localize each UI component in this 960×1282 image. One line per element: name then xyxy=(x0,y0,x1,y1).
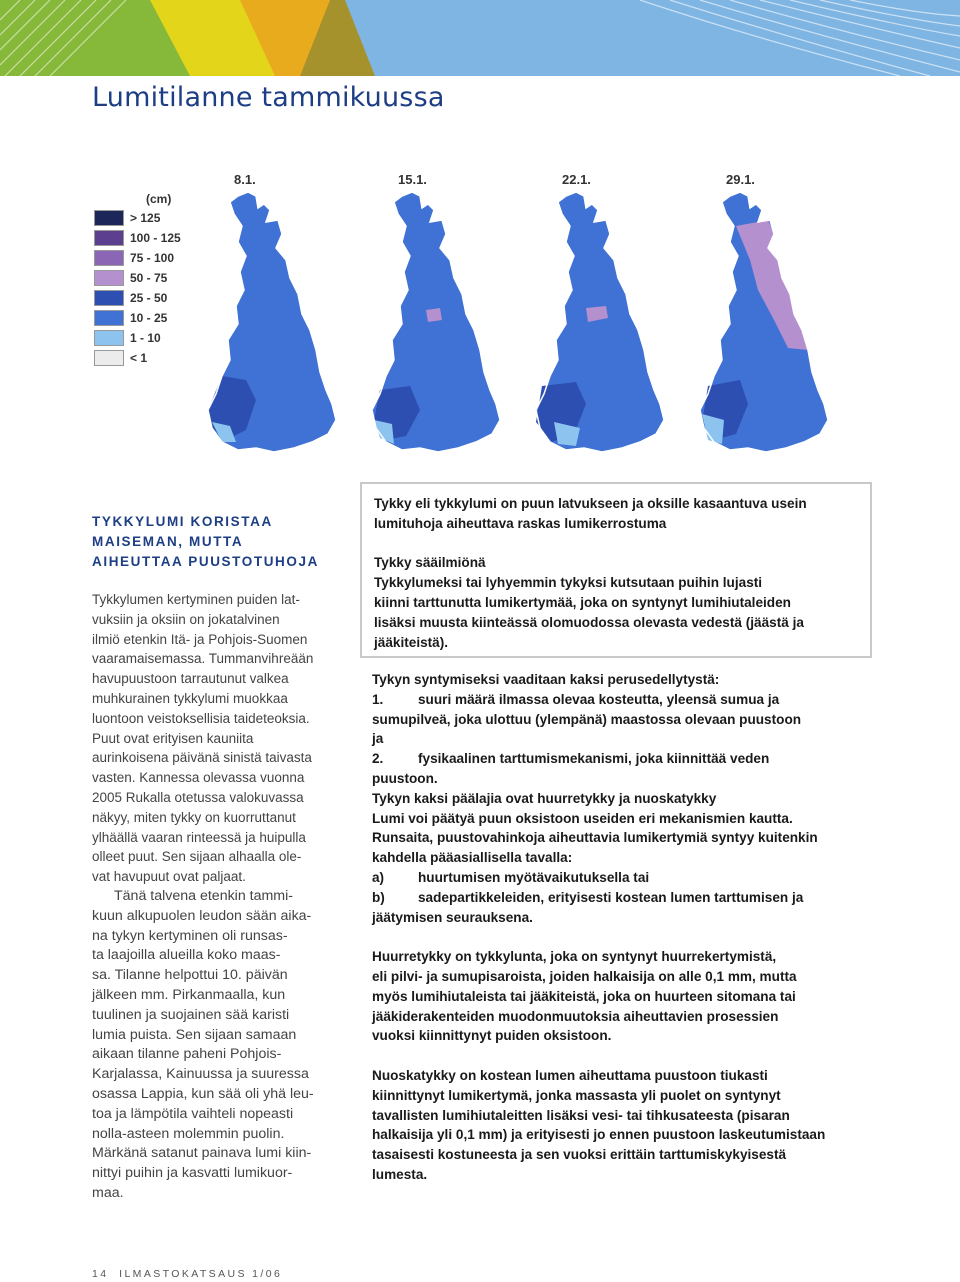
text-line: kuun alkupuolen leudon sään aika- xyxy=(92,907,312,924)
bold-text: Huurretykky xyxy=(372,949,452,965)
text-line: vaaramaisemassa. Tummanvihreään xyxy=(92,651,314,667)
text-line: aurinkoisena päivänä sinistä taivasta xyxy=(92,750,312,766)
text-line: Tykky eli tykkylumi on puun latvukseen ja oksille kasaantuva usein xyxy=(374,496,807,511)
text-line: suuri määrä ilmassa olevaa kosteutta, yleensä sumua ja xyxy=(418,691,780,707)
right-column xyxy=(372,670,868,1185)
text-line: Karjalassa, Kainuussa ja suuressa xyxy=(92,1066,309,1083)
legend-swatch xyxy=(94,250,124,266)
text-line: tasaisesti kostuneesta ja sen vuoksi erittäin tarttumiskykyisestä xyxy=(372,1147,787,1163)
text-line: ta laajoilla alueilla koko maas- xyxy=(92,947,281,964)
text-line: vasten. Kannessa olevassa vuonna xyxy=(92,770,305,786)
text-line: vuoksi kiinnittynyt puiden oksistoon. xyxy=(372,1028,612,1044)
legend-swatch xyxy=(94,330,124,346)
finland-map xyxy=(514,190,674,452)
publication-name: ILMASTOKATSAUS 1/06 xyxy=(119,1268,283,1280)
text-line: toa ja lämpötila vaihteli nopeasti xyxy=(92,1105,294,1122)
finland-map xyxy=(186,190,346,452)
text-line: Puut ovat erityisen kauniita xyxy=(92,730,254,746)
box-subheading: Tykky sääilmiönä xyxy=(374,555,486,571)
text-line: lumituhoja aiheuttava raskas lumikerrostuma xyxy=(374,515,667,531)
conditions-heading xyxy=(372,670,868,690)
side-heading-line: AIHEUTTAA PUUSTOTUHOJA xyxy=(92,554,319,569)
mechanism-item xyxy=(372,868,868,888)
text-line: osassa Lappia, kun sää oli yhä leu- xyxy=(92,1085,314,1102)
legend-label: 75 - 100 xyxy=(130,251,175,265)
definition-text xyxy=(374,494,858,534)
side-heading xyxy=(92,512,342,572)
legend-label: 10 - 25 xyxy=(130,311,168,325)
text-line: Tykkylumeksi tai lyhyemmin tykyksi kutsutaan puihin lujasti xyxy=(374,575,763,591)
text-line: kahdella pääasiallisella tavalla: xyxy=(372,850,573,866)
text-line: Tänä talvena etenkin tammi- xyxy=(114,887,294,904)
huurretykky-paragraph xyxy=(372,947,868,1046)
page-title: Lumitilanne tammikuussa xyxy=(92,82,445,113)
text-line: lumesta. xyxy=(372,1166,428,1182)
legend-unit: (cm) xyxy=(146,192,172,206)
legend-label: 25 - 50 xyxy=(130,291,168,305)
text-line: vat havupuut ovat paljaat. xyxy=(92,869,246,885)
text-line: olleet puut. Sen sijaan alhaalla ole- xyxy=(92,849,302,865)
bold-text: Tykyn syntymiseksi vaaditaan kaksi perusedellytystä: xyxy=(372,672,720,687)
nuoskatykky-paragraph xyxy=(372,1066,868,1185)
text-line: Lumi voi päätyä puun oksistoon useiden eri mekanismien kautta. xyxy=(372,810,793,826)
text-line: Märkänä satanut painava lumi kiin- xyxy=(92,1145,312,1162)
text-line: eli pilvi- ja sumupisaroista, joiden halkaisija on alle 0,1 mm, mutta xyxy=(372,968,797,984)
page-number: 14 xyxy=(92,1268,109,1280)
text-line: myös lumihiutaleista tai jääkiteistä, joka on huurteen sitomana tai xyxy=(372,988,796,1004)
legend-swatch xyxy=(94,350,124,366)
text-line: Tykkylumen kertyminen puiden lat- xyxy=(92,592,300,607)
finland-map xyxy=(678,190,838,452)
text-line: jäätymisen seurauksena. xyxy=(372,909,533,925)
text-line: Runsaita, puustovahinkoja aiheuttavia lumikertymiä syntyy kuitenkin xyxy=(372,830,818,846)
legend-swatch xyxy=(94,210,124,226)
header-banner xyxy=(0,0,960,76)
legend-swatch xyxy=(94,290,124,306)
text-line: ilmiö etenkin Itä- ja Pohjois-Suomen xyxy=(92,631,308,647)
condition-continuation xyxy=(372,769,868,789)
legend-label: > 125 xyxy=(130,211,161,225)
definition-box xyxy=(360,482,872,658)
text-line: lumia puista. Sen sijaan samaan xyxy=(92,1026,297,1043)
text-line: tavallisten lumihiutaleitten lisäksi vesi- tai tihkusateesta (pisaran xyxy=(372,1107,790,1123)
text-line: ja xyxy=(372,731,384,747)
legend-swatch xyxy=(94,310,124,326)
text-line: havupuustoon tarrautunut valkea xyxy=(92,671,289,687)
text-line: sumupilveä, joka ulottuu (ylempänä) maastossa olevaan puustoon xyxy=(372,711,802,727)
text-line: sadepartikkeleiden, erityisesti kostean lumen tarttumisen ja xyxy=(418,889,804,905)
list-number: 1. xyxy=(372,691,384,707)
text-line: 2005 Rukalla otetussa valokuvassa xyxy=(92,789,304,805)
condition-continuation xyxy=(372,710,868,750)
text-line: lisäksi muusta kiinteässä olomuodossa olevasta vedestä (jäästä ja xyxy=(374,614,804,630)
text-line: na tykyn kertyminen oli runsas- xyxy=(92,927,288,944)
map-date: 15.1. xyxy=(398,172,427,187)
finland-map xyxy=(350,190,510,452)
list-number: 2. xyxy=(372,751,384,767)
bold-text: Nuoskatykky xyxy=(372,1067,456,1083)
text-line: tuulinen ja suojainen sää karisti xyxy=(92,1006,290,1023)
text-span: on kostean lumen aiheuttama puustoon tiukasti xyxy=(455,1067,768,1083)
snow-map-panel xyxy=(350,172,510,452)
text-span: on tykkylunta, joka on syntynyt huurrekertymistä, xyxy=(451,949,777,965)
text-line: sa. Tilanne helpottui 10. päivän xyxy=(92,967,288,984)
left-column xyxy=(92,512,342,1204)
legend-label: 50 - 75 xyxy=(130,271,168,285)
text-line: ylhäällä vaaran rinteessä ja huipulla xyxy=(92,829,306,845)
intro-paragraph xyxy=(92,590,342,887)
text-line: vuksiin ja oksiin on jokatalvinen xyxy=(92,611,280,627)
winter-paragraph xyxy=(92,887,342,1204)
text-line: näkyy, miten tykky on kuorruttanut xyxy=(92,809,296,825)
snow-map-panel xyxy=(678,172,838,452)
snow-map-panel xyxy=(514,172,674,452)
text-span: Tykyn kaksi päälajia ovat xyxy=(372,790,538,806)
legend-label: 1 - 10 xyxy=(130,331,161,345)
mechanism-item xyxy=(372,888,868,908)
text-line: jääkiteistä). xyxy=(374,634,449,650)
map-date: 29.1. xyxy=(726,172,755,187)
text-line: jääkiderakenteiden muodonmuutoksia aiheuttavien prosessien xyxy=(372,1008,779,1024)
snow-map-panel xyxy=(186,172,346,452)
condition-item xyxy=(372,690,868,710)
types-paragraph xyxy=(372,789,868,868)
map-date: 22.1. xyxy=(562,172,591,187)
bold-text: huurretykky ja nuoskatykky xyxy=(537,790,717,806)
legend-label: < 1 xyxy=(130,351,148,365)
list-number: b) xyxy=(372,889,385,905)
text-line: jälkeen mm. Pirkanmaalla, kun xyxy=(92,986,286,1003)
text-line: halkaisija yli 0,1 mm) ja erityisesti jo ennen puustoon laskeutumistaan xyxy=(372,1127,826,1143)
legend-swatch xyxy=(94,230,124,246)
weather-phenomenon-section xyxy=(374,553,858,652)
text-line: nittyi puihin ja kasvatti lumikuor- xyxy=(92,1165,293,1182)
mechanism-continuation xyxy=(372,908,868,928)
list-number: a) xyxy=(372,869,385,885)
text-line: nolla-asteen molemmin puolin. xyxy=(92,1125,285,1142)
legend-label: 100 - 125 xyxy=(130,231,181,245)
text-line: kiinnittynyt lumikertymä, jonka massasta yli puolet on syntynyt xyxy=(372,1087,781,1103)
legend-swatch xyxy=(94,270,124,286)
side-heading-line: MAISEMAN, MUTTA xyxy=(92,534,244,549)
page-footer xyxy=(92,1268,282,1280)
text-line: maa. xyxy=(92,1184,124,1201)
text-line: luontoon veistoksellisia taideteoksia. xyxy=(92,710,310,726)
text-line: kiinni tarttunutta lumikertymää, joka on syntynyt lumihiutaleiden xyxy=(374,594,791,610)
text-line: huurtumisen myötävaikutuksella tai xyxy=(418,869,650,885)
text-line: puustoon. xyxy=(372,770,438,786)
map-snow-zone xyxy=(426,308,442,322)
text-line: muhkurainen tykkylumi muokkaa xyxy=(92,690,288,706)
side-heading-line: TYKKYLUMI KORISTAA xyxy=(92,514,273,529)
text-line: aikaan tilanne paheni Pohjois- xyxy=(92,1046,282,1063)
map-date: 8.1. xyxy=(234,172,256,187)
condition-item xyxy=(372,749,868,769)
text-line: fysikaalinen tarttumismekanismi, joka kiinnittää veden xyxy=(418,751,770,767)
